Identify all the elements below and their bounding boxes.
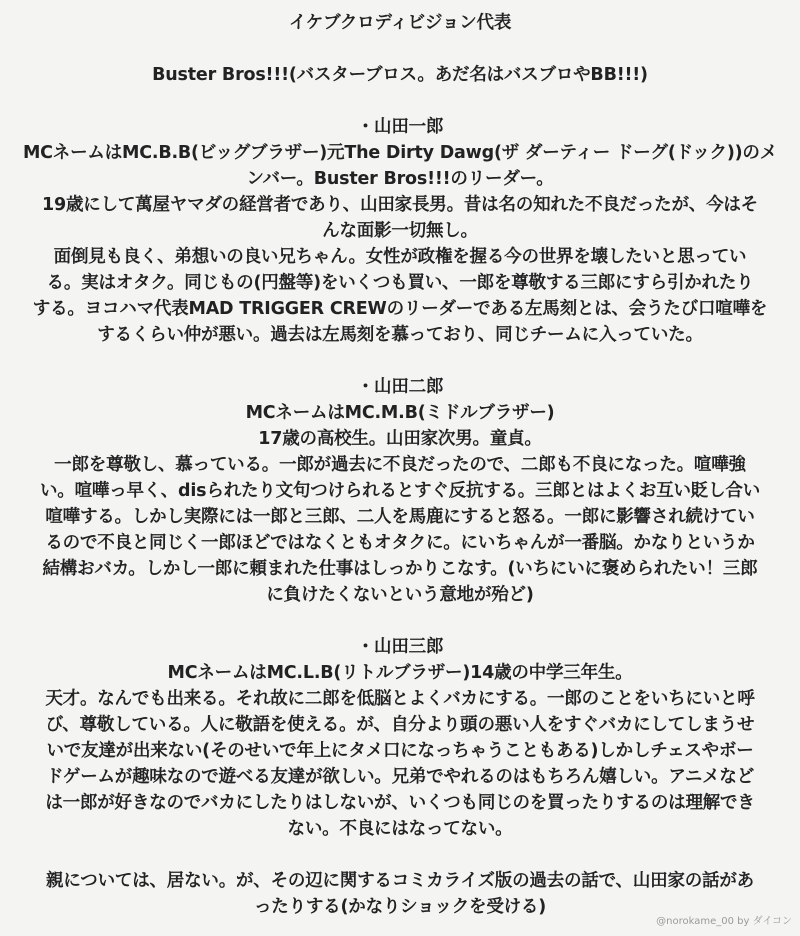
- jiro-line: 一郎を尊敬し、慕っている。一郎が過去に不良だったので、二郎も不良になった。喧嘩強: [54, 455, 746, 475]
- ichiro-line: する。ヨコハマ代表MAD TRIGGER CREWのリーダーである左馬刻とは、会うたび口喧嘩を: [32, 299, 768, 319]
- team-name: Buster Bros!!!(バスターブロス。あだ名はバスブロやBB!!!): [152, 65, 648, 85]
- jiro-line: るので不良と同じく一郎ほどではなくともオタクに。にいちゃんが一番脳。かなりというか: [45, 533, 755, 553]
- section-heading-jiro: ・山田二郎: [356, 377, 444, 397]
- jiro-line: 結構おバカ。しかし一郎に頼まれた仕事はしっかりこなす。(いちにいに褒められたい！三郎: [42, 559, 758, 579]
- watermark: @norokame_00 by ダイコン: [656, 916, 792, 927]
- spacer: [14, 348, 786, 374]
- section-heading-ichiro: ・山田一郎: [356, 117, 444, 137]
- ichiro-line: る。実はオタク。同じもの(円盤等)をいくつも買い、一郎を尊敬する三郎にすら引かれたり: [46, 273, 754, 293]
- ichiro-line: MCネームはMC.B.B(ビッグブラザー)元The Dirty Dawg(ザ ダーティー ドーグ(ドック))のメ: [22, 143, 778, 163]
- jiro-line: に負けたくないという意地が殆ど): [266, 585, 534, 605]
- saburo-line: ない。不良にはなってない。: [287, 819, 513, 839]
- saburo-line: び、尊敬している。人に敬語を使える。が、自分より頭の悪い人をすぐバカにしてしまうせ: [45, 715, 755, 735]
- section-heading-saburo: ・山田三郎: [356, 637, 444, 657]
- ichiro-line: 19歳にして萬屋ヤマダの経営者であり、山田家長男。昔は名の知れた不良だったが、今はそ: [42, 195, 758, 215]
- jiro-line: 喧嘩する。しかし実際には一郎と三郎、二人を馬鹿にすると怒る。一郎に影響され続けてい: [45, 507, 755, 527]
- spacer: [14, 842, 786, 868]
- saburo-line: 天才。なんでも出来る。それ故に二郎を低脳とよくバカにする。一郎のことをいちにいと呼: [45, 689, 755, 709]
- page-title: イケブクロディビジョン代表: [288, 13, 512, 33]
- ichiro-line: するくらい仲が悪い。過去は左馬刻を慕っており、同じチームに入っていた。: [97, 325, 703, 345]
- ichiro-line: んな面影一切無し。: [322, 221, 478, 241]
- spacer: [14, 88, 786, 114]
- jiro-line: 17歳の高校生。山田家次男。童貞。: [258, 429, 542, 449]
- jiro-line: い。喧嘩っ早く、disられたり文句つけられるとすぐ反抗する。三郎とはよくお互い貶し合い: [40, 481, 760, 501]
- spacer: [14, 608, 786, 634]
- saburo-line: は一郎が好きなのでバカにしたりはしないが、いくつも同じのを買ったりするのは理解でき: [45, 793, 755, 813]
- saburo-line: ドゲームが趣味なので遊べる友達が欲しい。兄弟でやれるのはもちろん嬉しい。アニメなど: [45, 767, 755, 787]
- ichiro-line: 面倒見も良く、弟想いの良い兄ちゃん。女性が政権を握る今の世界を壊したいと思ってい: [53, 247, 747, 267]
- spacer: [14, 36, 786, 62]
- parents-line: 親については、居ない。が、その辺に関するコミカライズ版の過去の話で、山田家の話があ: [46, 871, 754, 891]
- parents-line: ったりする(かなりショックを受ける): [253, 897, 547, 917]
- saburo-line: いで友達が出来ない(そのせいで年上にタメ口になっちゃうこともある)しかしチェスやボー: [46, 741, 754, 761]
- jiro-line: MCネームはMC.M.B(ミドルブラザー): [245, 403, 555, 423]
- saburo-line: MCネームはMC.L.B(リトルブラザー)14歳の中学三年生。: [167, 663, 633, 683]
- ichiro-line: ンバー。Buster Bros!!!のリーダー。: [246, 169, 554, 189]
